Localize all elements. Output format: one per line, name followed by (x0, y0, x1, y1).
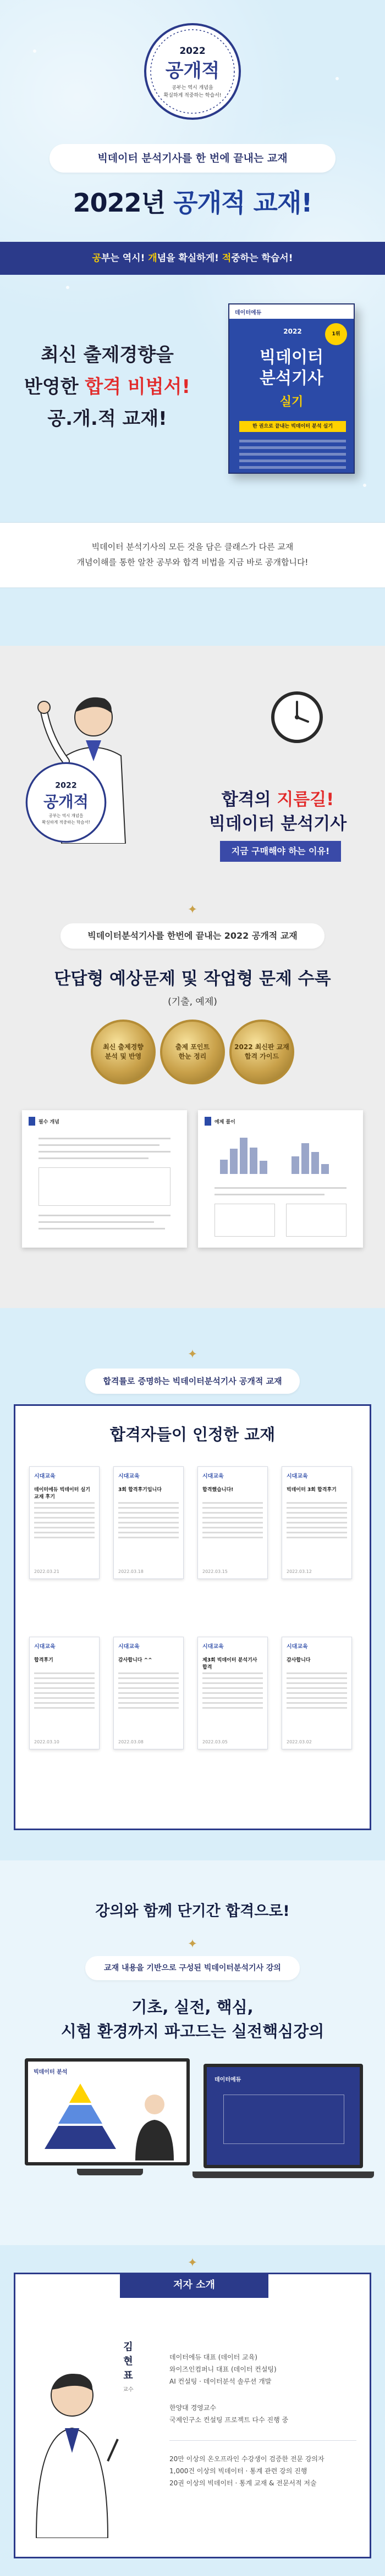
lecture-screen-label: 데이터에듀 (215, 2077, 241, 2083)
author-name (120, 2340, 136, 2397)
book-title (229, 347, 354, 389)
reasons-title-main: 단답형 예상문제 및 작업형 문제 수록 (54, 969, 331, 989)
medal-1-line-1: 최신 출제경향 (103, 1043, 144, 1051)
author-bio-group-3 (169, 2453, 356, 2489)
reviews-title: 합격자들이 인정한 교재 (109, 1425, 276, 1444)
reasons-headline (182, 788, 374, 836)
book-title-line-1: 빅데이터 (260, 348, 323, 367)
slogan-key-1: 공 (92, 253, 101, 264)
book-publisher: 데이터에듀 (235, 310, 262, 316)
reasons-pill: 빅데이터분석기사를 한번에 끝내는 2022 공개적 교재 (61, 923, 324, 949)
author-bio-item: 한양대 경영교수 (169, 2404, 216, 2412)
reasons-headline-line-1 (182, 788, 374, 812)
reviews-section (0, 1308, 385, 1860)
review-card-title: 합격후기 (34, 1658, 53, 1663)
author-bio-item: 와이즈인컴퍼니 대표 (데이터 컨설팅) (169, 2366, 277, 2373)
reasons-headline-a: 합격의 (221, 790, 277, 810)
left-copy-line-2b: 합격 비법서! (85, 376, 190, 398)
book-rank-badge: 1위 (325, 323, 347, 345)
reasons-title-small: (기출, 예제) (168, 996, 217, 1007)
review-card-title: 합격했습니다! (202, 1487, 234, 1493)
logo-name: 공개적 (165, 60, 220, 82)
author-bio-group-2 (169, 2402, 356, 2426)
lectures-pill: 교재 내용을 기반으로 구성된 빅데이터분석기사 강의 (85, 1956, 300, 1980)
lecture-laptop-right (204, 2064, 363, 2168)
review-card-date: 2022.03.21 (34, 1569, 59, 1574)
decor-dot (336, 77, 339, 80)
author-header: 저자 소개 (120, 2273, 268, 2298)
intro-title (0, 183, 385, 219)
gonggaejeok-logo-small (25, 761, 107, 844)
intro-title-prefix: 2022년 (73, 188, 174, 218)
lectures-headline: 강의와 함께 단기간 합격으로! (95, 1903, 290, 1920)
logo-small-year: 2022 (55, 781, 77, 790)
review-card[interactable] (197, 1466, 268, 1579)
reasons-subhead: 지금 구매해야 하는 이유! (220, 841, 341, 862)
sparkle-icon: ✦ (187, 1937, 198, 1951)
lectures-title (0, 1995, 385, 2043)
intro-desc-line-2: 개념이해를 통한 알찬 공부와 합격 비법을 지금 바로 공개합니다! (76, 557, 309, 567)
intro-section (0, 0, 385, 646)
lectures-title-line-2: 시험 환경까지 파고드는 실전핵심강의 (61, 2022, 324, 2041)
review-card-logo: 시대교육 (34, 1473, 56, 1480)
sample-table (38, 1167, 170, 1206)
slogan-text-3: 중하는 학습서! (231, 253, 293, 264)
left-copy-line-2a: 반영한 (24, 376, 85, 398)
book-year: 2022 (283, 328, 302, 335)
logo-small-tagline-2: 확실하게 적중하는 학습서! (42, 819, 90, 825)
sparkle-icon: ✦ (187, 903, 198, 917)
book-subtitle: 실기 (279, 395, 304, 409)
review-card[interactable] (282, 1466, 352, 1579)
review-card-title: 감사합니다 ^^ (118, 1658, 152, 1663)
review-card-title: 제3회 빅데이터 분석기사 합격 (202, 1658, 257, 1670)
review-card-date: 2022.03.12 (287, 1569, 312, 1574)
lectures-section (0, 1860, 385, 2245)
review-card[interactable] (113, 1466, 184, 1579)
book-band: 한 권으로 끝내는 빅데이터 분석 실기 (239, 421, 346, 432)
review-card-logo: 시대교육 (34, 1644, 56, 1650)
sample-page-right (198, 1110, 363, 1248)
laptop-base (193, 2171, 374, 2178)
author-section (0, 2245, 385, 2576)
logo-tagline-2: 확실하게 적중하는 학습서! (163, 93, 222, 98)
intro-title-highlight: 공개적 교재! (173, 188, 312, 218)
reasons-section (0, 646, 385, 1308)
slogan-key-3: 적 (222, 253, 232, 264)
author-bio-item: 국제인구소 컨설팅 프로젝트 다수 진행 중 (169, 2416, 289, 2424)
review-card[interactable] (113, 1637, 184, 1749)
sample-histogram (215, 1132, 346, 1176)
author-role: 교수 (123, 2387, 134, 2393)
left-copy-line-1: 최신 출제경향을 (41, 344, 174, 366)
gold-medal-2 (160, 1020, 225, 1084)
reasons-headline-b: 지름길! (277, 790, 334, 810)
decor-dot (66, 286, 69, 289)
review-card[interactable] (282, 1637, 352, 1749)
intro-slogan-bar (0, 242, 385, 275)
laptop-screen-panel (223, 2095, 344, 2144)
lecture-screen-title: 빅데이터 분석 (34, 2069, 68, 2075)
sample-output-box (286, 1204, 346, 1237)
intro-description (0, 522, 385, 588)
intro-pill: 빅데이터 분석기사를 한 번에 끝내는 교재 (50, 144, 336, 173)
book-title-line-2: 분석기사 (260, 369, 323, 388)
intro-desc-line-1: 빅데이터 분석기사의 모든 것을 담은 클래스가 다른 교재 (91, 542, 294, 552)
author-illustration (25, 2357, 119, 2538)
sample-page-left (22, 1110, 187, 1248)
logo-small-tagline-1: 공부는 역시 개념을 (48, 813, 84, 818)
reasons-title (0, 965, 385, 1009)
review-card-logo: 시대교육 (287, 1644, 308, 1650)
lecturer-figure (130, 2089, 179, 2160)
review-card-logo: 시대교육 (202, 1473, 224, 1480)
sparkle-icon: ✦ (187, 2256, 198, 2270)
lecture-monitor-left (25, 2058, 190, 2165)
sample-page-right-heading: 예제 풀이 (215, 1120, 235, 1125)
review-card-logo: 시대교육 (118, 1473, 140, 1480)
author-name-text: 김 현 표 (123, 2341, 133, 2381)
medal-3-line-2: 합격 가이드 (244, 1052, 279, 1060)
decor-dot (33, 49, 36, 53)
review-card-date: 2022.03.15 (202, 1569, 228, 1574)
reviews-pill: 합격률로 증명하는 빅데이터분석기사 공개적 교재 (85, 1369, 300, 1394)
review-card-title: 데이터에듀 빅데이터 실기 교재 후기 (34, 1487, 90, 1500)
slogan-text-1: 부는 역시! (101, 253, 148, 264)
reasons-headline-line-2: 빅데이터 분석기사 (208, 814, 347, 834)
lectures-title-line-1: 기초, 실전, 핵심, (131, 1998, 254, 2017)
review-card[interactable] (29, 1466, 100, 1579)
medal-2-line-1: 출제 포인트 (175, 1043, 210, 1051)
decor-dot (363, 484, 366, 487)
author-bio-item: 20권 이상의 빅데이터 · 통계 교재 & 전문서적 저술 (169, 2479, 317, 2487)
review-card-logo: 시대교육 (118, 1644, 140, 1650)
author-bio-item: AI 컨설팅 · 데이터분석 솔루션 개발 (169, 2378, 272, 2385)
gold-medal-3 (229, 1020, 294, 1084)
review-card-title: 감사합니다 (287, 1658, 311, 1663)
left-copy-line-2 (22, 371, 193, 403)
medal-1-line-2: 분석 및 반영 (105, 1052, 142, 1060)
sample-code-box (215, 1204, 275, 1237)
author-bio-item: 데이터에듀 대표 (데이터 교육) (169, 2353, 257, 2361)
logo-tagline-1: 공부는 역시 개념을 (172, 85, 213, 91)
author-bio-item: 1,000건 이상의 빅데이터 · 통계 관련 강의 진행 (169, 2467, 307, 2475)
logo-small-name: 공개적 (43, 793, 89, 811)
medal-2-line-2: 한눈 정리 (178, 1052, 207, 1060)
slogan-key-2: 개 (148, 253, 157, 264)
author-panel (14, 2273, 371, 2558)
book-cover-lines (239, 440, 346, 474)
review-card-date: 2022.03.18 (118, 1569, 144, 1574)
review-card-date: 2022.03.02 (287, 1740, 312, 1744)
review-card-date: 2022.03.08 (118, 1740, 144, 1744)
clock-icon (270, 690, 324, 745)
author-bio (169, 2351, 356, 2503)
review-card-logo: 시대교육 (287, 1473, 308, 1480)
review-card[interactable] (29, 1637, 100, 1749)
gold-medal-1 (91, 1020, 156, 1084)
author-bio-group-1 (169, 2351, 356, 2387)
author-bio-item: 20만 이상의 온오프라인 수강생이 검증한 전문 강의자 (169, 2455, 324, 2463)
review-card-date: 2022.03.05 (202, 1740, 228, 1744)
gonggaejeok-logo (143, 22, 242, 121)
monitor-stand (77, 2169, 143, 2175)
review-card-logo: 시대교육 (202, 1644, 224, 1650)
intro-left-copy (22, 339, 193, 435)
page-tab-marker (205, 1117, 211, 1126)
medal-3-line-1: 2022 최신판 교재 (234, 1043, 289, 1051)
author-bio-divider (169, 2440, 356, 2441)
sparkle-icon: ✦ (187, 1348, 198, 1361)
slogan-text-2: 념을 확실하게! (157, 253, 222, 264)
pyramid-diagram (39, 2081, 122, 2152)
review-card-date: 2022.03.10 (34, 1740, 59, 1744)
sample-page-left-heading: 필수 개념 (38, 1120, 59, 1125)
review-card-title: 빅데이터 3회 합격후기 (287, 1487, 337, 1493)
reviews-panel (14, 1404, 371, 1830)
review-card-title: 3회 합격후기입니다 (118, 1487, 162, 1493)
page-tab-marker (29, 1117, 35, 1126)
logo-year: 2022 (179, 46, 206, 57)
left-copy-line-3: 공.개.적 교재! (47, 408, 167, 430)
review-card[interactable] (197, 1637, 268, 1749)
book-cover (228, 303, 355, 474)
